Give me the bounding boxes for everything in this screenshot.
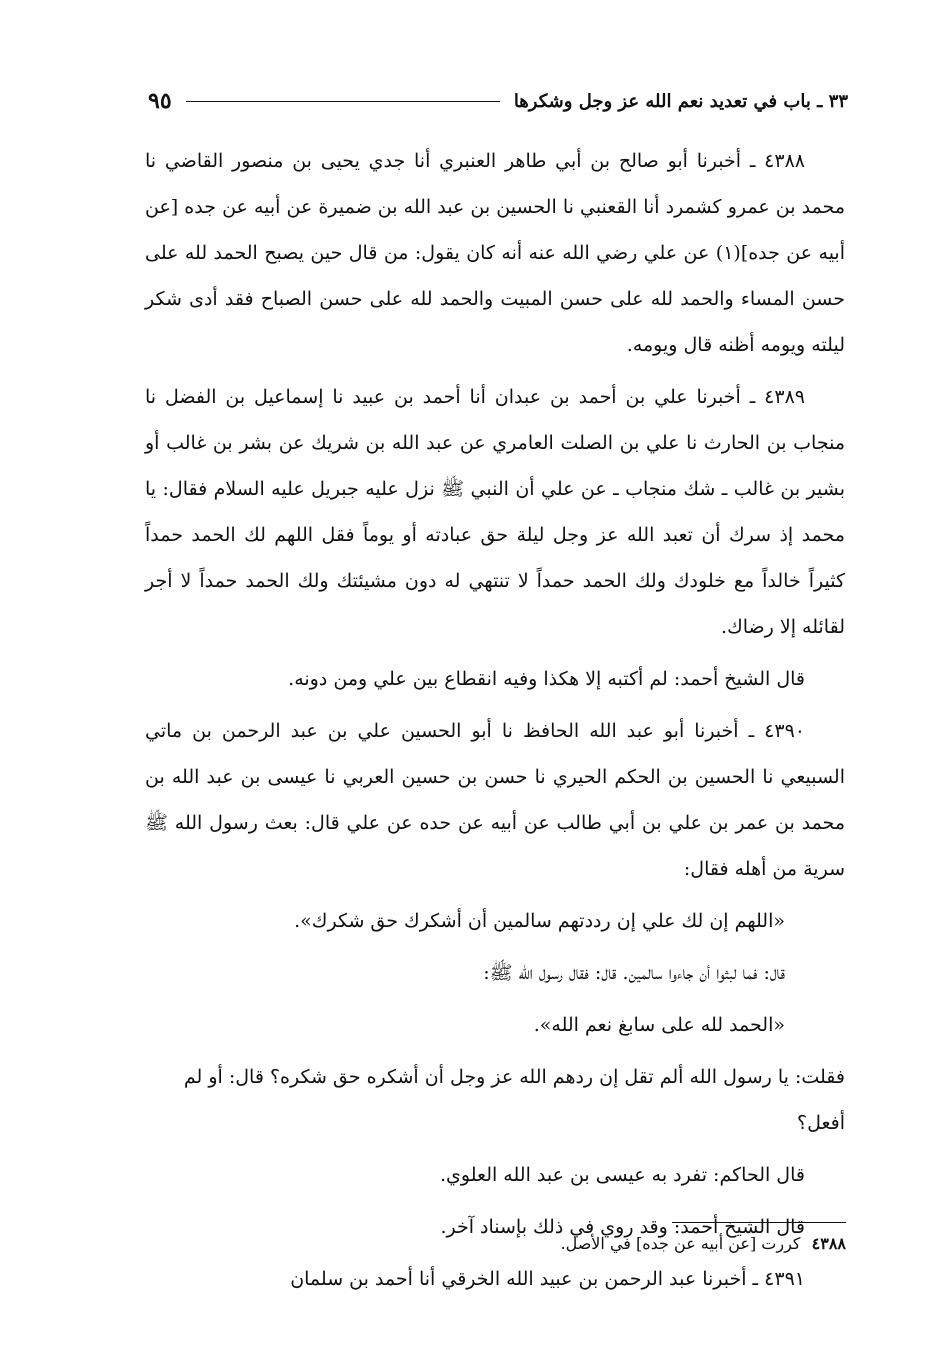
footnote-number: ٤٣٨٨ — [811, 1234, 846, 1253]
paragraph: ٤٣٨٨ ـ أخبرنا أبو صالح بن أبي طاهر العنبري أنا جدي يحيى بن منصور القاضي نا محمد بن عمرو كشمرد أنا القعنبي نا الحسين بن عبد الله بن ضميرة عن أبيه عن جده [عن أبيه عن جده](١) عن علي رضي الله عنه أنه كان يقول: من قال حين يصبح الحمد لله على حسن المساء والحمد لله على حسن المبيت والحمد لله على حسن الصباح فقد أدى شكر ليلته ويومه أظنه قال ويومه. — [145, 150, 845, 356]
paragraph: قال الحاكم: تفرد به عيسى بن عبد الله العلوي. — [440, 1164, 805, 1186]
header-rule — [186, 101, 500, 102]
page-number: ٩٥ — [148, 88, 172, 114]
paragraph: قال الشيخ أحمد: لم أكتبه إلا هكذا وفيه انقطاع بين علي ومن دونه. — [288, 668, 805, 690]
footnote-text: كررت [عن أبيه عن جده] في الأصل. — [560, 1234, 801, 1253]
paragraph: قال: فما لبثوا أن جاءوا سالمين. قال: فقال رسول الله ﷺ: — [483, 962, 785, 984]
footnote-rule — [672, 1222, 846, 1223]
paragraph: قال الشيخ أحمد: وقد روي في ذلك بإسناد آخر. — [440, 1216, 805, 1238]
paragraph: ٤٣٨٩ ـ أخبرنا علي بن أحمد بن عبدان أنا أحمد بن عبيد نا إسماعيل بن الفضل نا منجاب بن الحارث نا علي بن الصلت العامري عن عبد الله بن شريك عن بشر بن غالب أو بشير بن غالب ـ شك منجاب ـ عن علي أن النبي ﷺ نزل عليه جبريل عليه السلام فقال: يا محمد إذ سرك أن تعبد الله عز وجل ليلة حق عبادته أو يوماً فقل اللهم لك الحمد حمداً كثيراً خالداً مع خلودك ولك الحمد حمداً لا تنتهي له دون مشيئتك ولك الحمد حمداً لا أجر لقائله إلا رضاك. — [145, 386, 845, 638]
paragraph: «الحمد لله على سابغ نعم الله». — [533, 1014, 785, 1036]
chapter-title: ٣٣ ـ باب في تعديد نعم الله عز وجل وشكرها — [513, 90, 848, 112]
paragraph: ٤٣٩١ ـ أخبرنا عبد الرحمن بن عبيد الله الخرقي أنا أحمد بن سلمان — [290, 1268, 805, 1290]
paragraph: ٤٣٩٠ ـ أخبرنا أبو عبد الله الحافظ نا أبو الحسين علي بن عبد الرحمن بن ماتي السبيعي نا الحسين بن الحكم الحيري نا حسن بن حسين العربي نا عيسى بن عبد الله بن محمد بن عمر بن علي بن أبي طالب عن أبيه عن حده عن علي قال: بعث رسول الله ﷺ سرية من أهله فقال: — [145, 720, 845, 880]
paragraph: فقلت: يا رسول الله ألم تقل إن ردهم الله عز وجل أن أشكره حق شكره؟ قال: أو لم أفعل؟ — [183, 1066, 845, 1134]
footnote — [146, 1234, 846, 1253]
page-body — [145, 138, 845, 1308]
paragraph: «اللهم إن لك علي إن رددتهم سالمين أن أشكرك حق شكرك». — [294, 910, 785, 932]
page-header — [148, 86, 848, 116]
